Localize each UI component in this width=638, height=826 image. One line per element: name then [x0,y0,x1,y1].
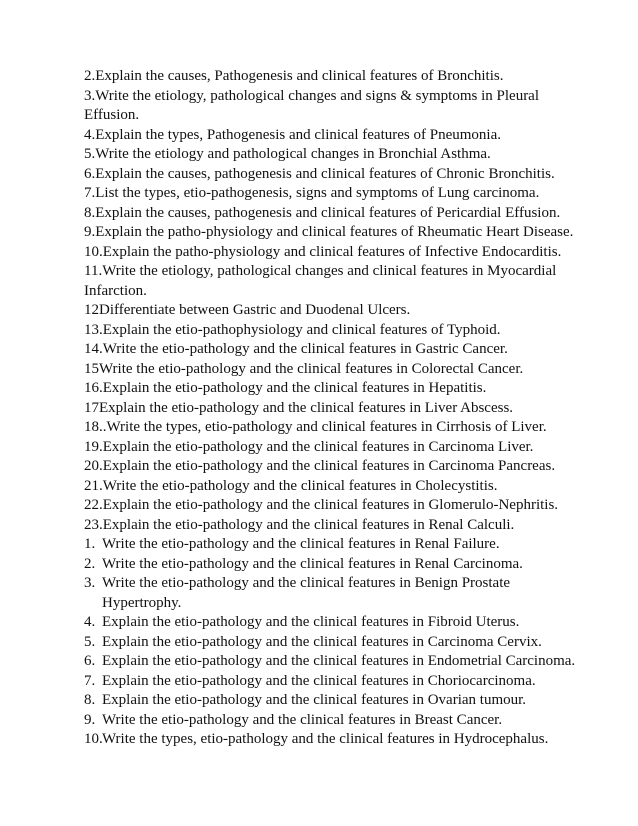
question-line: 21.Write the etio-pathology and the clinical features in Cholecystitis. [84,477,498,494]
question-line: 3.Write the etiology, pathological changes and signs & symptoms in Pleural [84,87,540,104]
document-page [84,67,584,750]
list-item [84,730,584,750]
question-line: 15Write the etio-pathology and the clinical features in Colorectal Cancer. [84,360,524,377]
list-item [84,711,584,731]
list-item-text: Explain the etio-pathology and the clinical features in Endometrial Carcinoma. [102,653,576,669]
list-item [84,672,584,692]
list-item-text: Write the etio-pathology and the clinical features in Breast Cancer. [102,711,503,728]
question-line: 20.Explain the etio-pathology and the clinical features in Carcinoma Pancreas. [84,458,556,474]
list-item-text: Write the etio-pathology and the clinical features in Benign Prostate [102,575,511,591]
list-item [84,652,584,672]
list-item-number: 8. [84,692,96,708]
list-item-number: 1. [84,536,96,552]
question-line: 19.Explain the etio-pathology and the clinical features in Carcinoma Liver. [84,438,534,455]
list-item-text: Write the etio-pathology and the clinical features in Renal Failure. [102,536,500,552]
list-item [84,613,584,633]
list-item-number: 7. [84,672,96,689]
list-item-continuation: Hypertrophy. [102,594,182,611]
question-line: 17Explain the etio-pathology and the clinical features in Liver Abscess. [84,399,514,416]
list-item-number: 5. [84,633,96,650]
question-list-part1 [84,67,584,535]
question-line: 12Differentiate between Gastric and Duodenal Ulcers. [84,302,411,318]
question-line-continuation: Effusion. [84,107,140,123]
question-line: 6.Explain the causes, pathogenesis and clinical features of Chronic Bronchitis. [84,165,555,182]
list-item-number: 2. [84,555,96,572]
question-line: 7.List the types, etio-pathogenesis, signs and symptoms of Lung carcinoma. [84,185,540,201]
list-item-text: Explain the etio-pathology and the clinical features in Fibroid Uterus. [102,614,520,630]
question-line: 2.Explain the causes, Pathogenesis and clinical features of Bronchitis. [84,68,504,84]
list-item [84,691,584,711]
list-item-text: Write the types, etio-pathology and the clinical features in Hydrocephalus. [102,731,549,747]
list-item-number: 3. [84,575,96,591]
list-item-number: 4. [84,614,96,630]
list-item-number: 10. [84,731,103,747]
question-line: 18..Write the types, etio-pathology and clinical features in Cirrhosis of Liver. [84,419,547,435]
question-line: 5.Write the etiology and pathological changes in Bronchial Asthma. [84,146,491,162]
list-item-number: 6. [84,653,96,669]
question-line: 22.Explain the etio-pathology and the clinical features in Glomerulo-Nephritis. [84,497,559,513]
list-item-text: Explain the etio-pathology and the clinical features in Ovarian tumour. [102,692,527,708]
question-line: 9.Explain the patho-physiology and clinical features of Rheumatic Heart Disease. [84,224,574,240]
question-line: 10.Explain the patho-physiology and clinical features of Infective Endocarditis. [84,243,562,260]
list-item [84,535,584,555]
list-item [84,555,584,575]
question-list-part2 [84,535,584,750]
list-item-text: Explain the etio-pathology and the clinical features in Carcinoma Cervix. [102,633,542,650]
question-line: 8.Explain the causes, pathogenesis and clinical features of Pericardial Effusion. [84,204,561,221]
question-line: 16.Explain the etio-pathology and the clinical features in Hepatitis. [84,380,487,396]
question-line: 14.Write the etio-pathology and the clinical features in Gastric Cancer. [84,341,508,357]
question-line: 11.Write the etiology, pathological changes and clinical features in Myocardial [84,263,557,279]
list-item [84,574,584,594]
question-line-continuation: Infarction. [84,282,147,299]
question-line: 13.Explain the etio-pathophysiology and clinical features of Typhoid. [84,321,501,338]
list-item-text: Write the etio-pathology and the clinical features in Renal Carcinoma. [102,555,523,572]
list-item-text: Explain the etio-pathology and the clinical features in Choriocarcinoma. [102,672,536,689]
question-line: 4.Explain the types, Pathogenesis and clinical features of Pneumonia. [84,126,501,143]
list-item [84,633,584,653]
list-item-number: 9. [84,711,96,728]
question-line: 23.Explain the etio-pathology and the clinical features in Renal Calculi. [84,516,515,533]
